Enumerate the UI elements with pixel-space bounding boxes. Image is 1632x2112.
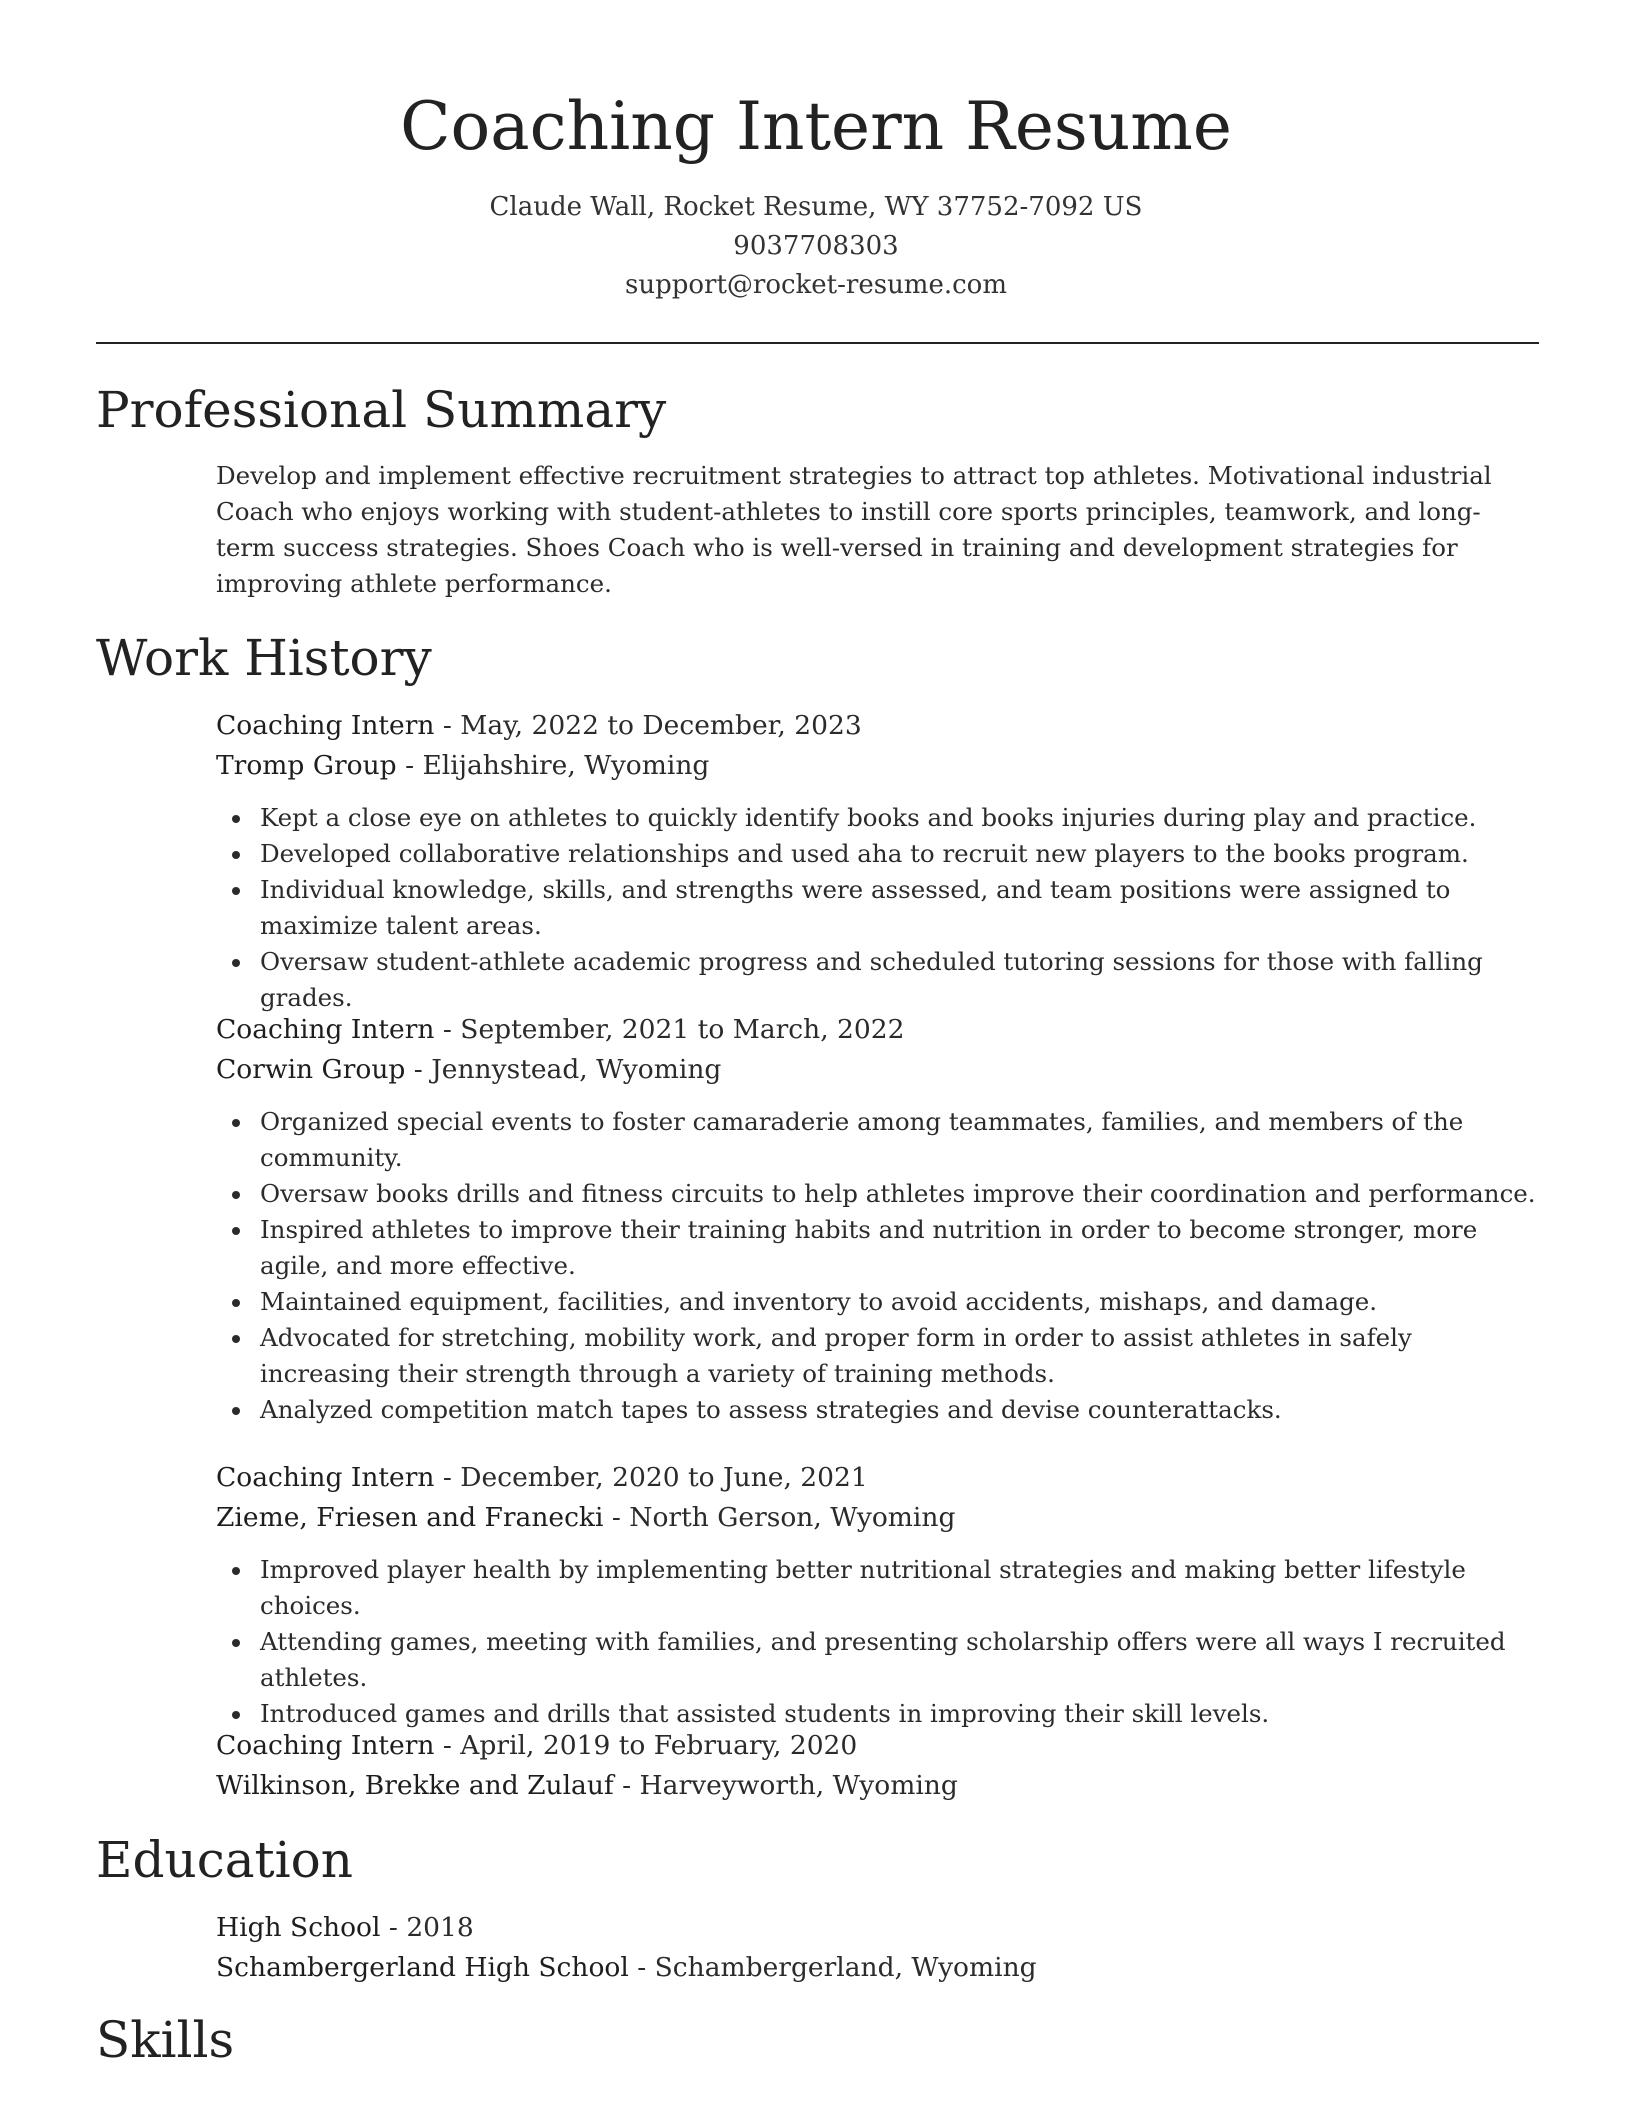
- list-item: Oversaw books drills and fitness circuits to help athletes improve their coordination and performance.: [260, 1176, 1546, 1212]
- section-heading-summary: Professional Summary: [96, 381, 667, 439]
- section-heading-education: Education: [96, 1831, 353, 1889]
- job-title-line: [216, 706, 1546, 746]
- separator: -: [628, 1952, 655, 1983]
- list-item: Attending games, meeting with families, and presenting scholarship offers were all ways I recruited athletes.: [260, 1624, 1546, 1696]
- job-company-line: [216, 1498, 1546, 1538]
- education-location: Schambergerland, Wyoming: [654, 1952, 1037, 1983]
- list-item: Maintained equipment, facilities, and inventory to avoid accidents, mishaps, and damage.: [260, 1284, 1546, 1320]
- job-location: North Gerson, Wyoming: [629, 1502, 956, 1533]
- list-item: Organized special events to foster camaraderie among teammates, families, and members of the community.: [260, 1104, 1546, 1176]
- education-entry: [216, 1908, 1546, 1988]
- separator: -: [396, 750, 423, 781]
- job-location: Jennystead, Wyoming: [431, 1054, 722, 1085]
- job-title: Coaching Intern: [216, 1014, 435, 1045]
- resume-header: [0, 0, 1632, 305]
- list-item: Developed collaborative relationships and used aha to recruit new players to the books program.: [260, 836, 1546, 872]
- job-dates: May, 2022 to December, 2023: [460, 710, 862, 741]
- job-company-line: [216, 1050, 1546, 1090]
- separator: -: [603, 1502, 630, 1533]
- job-dates: December, 2020 to June, 2021: [460, 1462, 868, 1493]
- section-heading-work-history: Work History: [96, 629, 432, 687]
- list-item: Kept a close eye on athletes to quickly identify books and books injuries during play and practice.: [260, 800, 1546, 836]
- job-title: Coaching Intern: [216, 710, 435, 741]
- job-title-line: [216, 1726, 1546, 1766]
- job-company-line: [216, 746, 1546, 786]
- job-entry: [216, 1726, 1546, 1806]
- separator: -: [380, 1912, 407, 1943]
- job-entry: [216, 1010, 1546, 1428]
- education-degree: High School: [216, 1912, 381, 1943]
- list-item: Oversaw student-athlete academic progress and scheduled tutoring sessions for those with falling grades.: [260, 944, 1546, 1016]
- separator: -: [405, 1054, 432, 1085]
- job-bullet-list: [216, 1552, 1546, 1732]
- education-degree-line: [216, 1908, 1546, 1948]
- list-item: Advocated for stretching, mobility work, and proper form in order to assist athletes in safely increasing their strength through a variety of training methods.: [260, 1320, 1546, 1392]
- separator: -: [434, 1730, 461, 1761]
- job-dates: April, 2019 to February, 2020: [460, 1730, 858, 1761]
- job-company: Tromp Group: [216, 750, 397, 781]
- job-company: Zieme, Friesen and Franecki: [216, 1502, 604, 1533]
- contact-email: support@rocket-resume.com: [624, 270, 1007, 300]
- education-year: 2018: [406, 1912, 474, 1943]
- page-title: Coaching Intern Resume: [400, 88, 1232, 165]
- job-entry: [216, 706, 1546, 1016]
- list-item: Analyzed competition match tapes to assess strategies and devise counterattacks.: [260, 1392, 1546, 1428]
- list-item: Introduced games and drills that assisted students in improving their skill levels.: [260, 1696, 1546, 1732]
- job-company: Wilkinson, Brekke and Zulauf: [216, 1770, 614, 1801]
- job-bullet-list: [216, 1104, 1546, 1428]
- job-location: Harveyworth, Wyoming: [639, 1770, 958, 1801]
- separator: -: [434, 710, 461, 741]
- job-title-line: [216, 1458, 1546, 1498]
- summary-text: Develop and implement effective recruitment strategies to attract top athletes. Motivational industrial Coach who enjoys working with student-athletes to instill core sports principles, teamwork, and long-term success strategies. Shoes Coach who is well-versed in training and development strategies for improving athlete performance.: [216, 461, 1492, 598]
- separator: -: [434, 1462, 461, 1493]
- education-school: Schambergerland High School: [216, 1952, 629, 1983]
- job-title: Coaching Intern: [216, 1462, 435, 1493]
- section-heading-skills: Skills: [96, 2011, 235, 2069]
- contact-address: Claude Wall, Rocket Resume, WY 37752-7092 US: [489, 192, 1143, 222]
- list-item: Individual knowledge, skills, and strengths were assessed, and team positions were assigned to maximize talent areas.: [260, 872, 1546, 944]
- contact-phone: 9037708303: [733, 231, 899, 261]
- job-location: Elijahshire, Wyoming: [422, 750, 710, 781]
- separator: -: [434, 1014, 461, 1045]
- header-divider: [96, 342, 1539, 344]
- job-dates: September, 2021 to March, 2022: [460, 1014, 905, 1045]
- separator: -: [613, 1770, 640, 1801]
- job-bullet-list: [216, 800, 1546, 1016]
- contact-block: [0, 188, 1632, 305]
- job-company-line: [216, 1766, 1546, 1806]
- list-item: Inspired athletes to improve their training habits and nutrition in order to become stronger, more agile, and more effective.: [260, 1212, 1546, 1284]
- education-school-line: [216, 1948, 1546, 1988]
- job-entry: [216, 1458, 1546, 1732]
- list-item: Improved player health by implementing better nutritional strategies and making better lifestyle choices.: [260, 1552, 1546, 1624]
- job-title-line: [216, 1010, 1546, 1050]
- job-company: Corwin Group: [216, 1054, 406, 1085]
- job-title: Coaching Intern: [216, 1730, 435, 1761]
